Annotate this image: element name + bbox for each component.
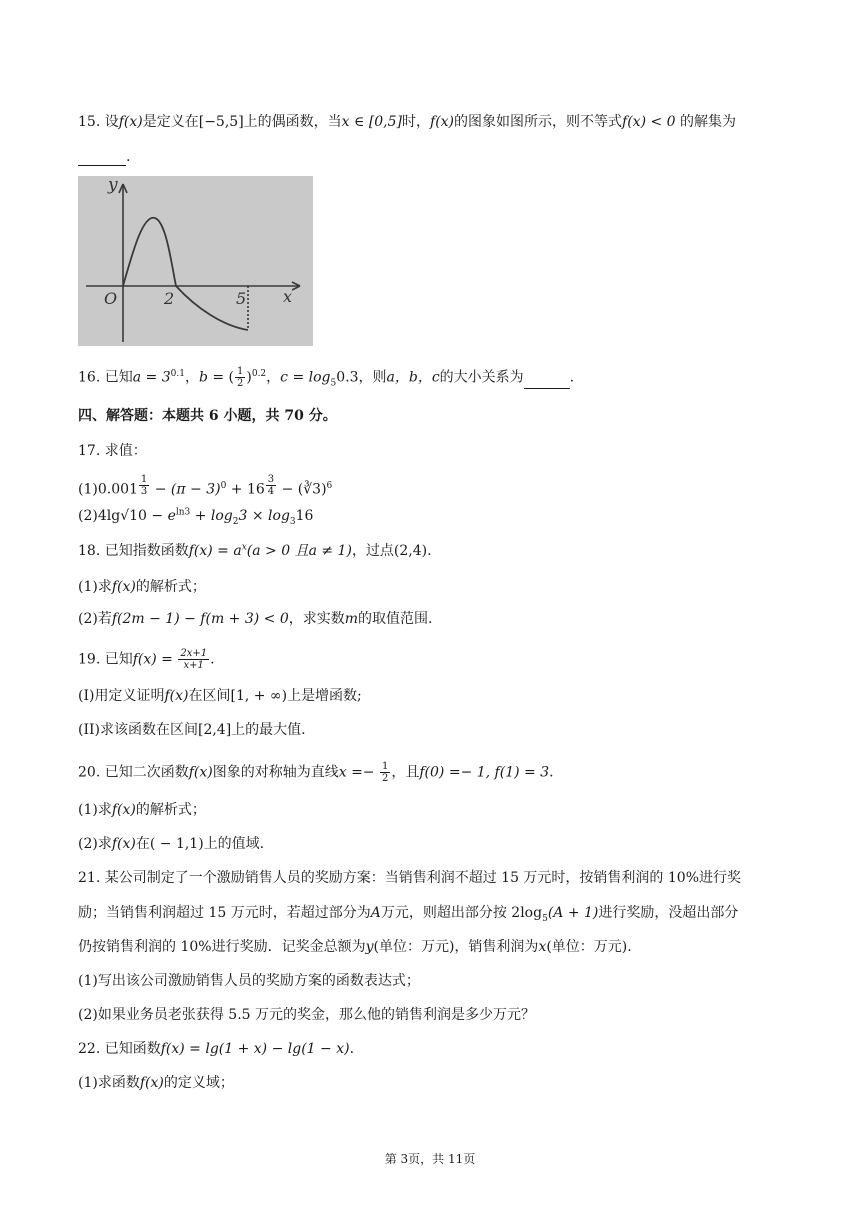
- q21-line3: 仍按销售利润的 10%进行奖励．记奖金总额为y(单位：万元)，销售利润为x(单位：万元).: [78, 939, 632, 955]
- q19-title: 19. 已知f(x) = $\frac{2x+1}{x+1}$ .: [78, 648, 215, 671]
- q21-part2: (2)如果业务员老张获得 5.5 万元的奖金，那么他的销售利润是多少万元？: [78, 1007, 535, 1023]
- q20-part1: (1)求f(x)的解析式；: [78, 802, 206, 818]
- q19-part2: (II)求该函数在区间[2,4]上的最大值.: [78, 722, 306, 738]
- q22-part1: (1)求函数f(x)的定义域；: [78, 1075, 234, 1091]
- q21-part1: (1)写出该公司激励销售人员的奖励方案的函数表达式；: [78, 973, 420, 989]
- q21-line1: 21. 某公司制定了一个激励销售人员的奖励方案：当销售利润不超过 15 万元时，按销售利润的 10%进行奖: [78, 870, 741, 886]
- y-axis-label: y: [108, 176, 118, 195]
- q20-part2: (2)求f(x)在( − 1,1)上的值域.: [78, 836, 265, 852]
- q17-part2: $(2)4\lg√10 - e^{ln3} + \log_23 \times \log_316$: [78, 507, 314, 527]
- q22-title: 22. 已知函数f(x) = lg(1 + x) − lg(1 − x).: [78, 1041, 355, 1057]
- function-graph-figure: [78, 176, 313, 346]
- q16-line: 16. 已知$a = 3^{0.1}$，b = ( $\frac{1}{2}$ )$^{0.2}$，$c = \log_50.3$，则a，b，c的大小关系为 .: [78, 366, 575, 389]
- q18-part1: (1)求f(x)的解析式；: [78, 579, 206, 595]
- x-axis-label: x: [283, 287, 293, 306]
- answer-blank: [78, 151, 126, 166]
- q19-part1: (I)用定义证明f(x)在区间[1, + ∞)上是增函数;: [78, 688, 362, 704]
- page-footer: 第 3页，共 11页: [384, 1152, 476, 1166]
- q21-line2: 励；当销售利润超过 15 万元时，若超过部分为A万元，则超出部分按 $2\log_5(A + 1)$进行奖励，没超出部分: [78, 905, 739, 924]
- tick-label-2: 2: [164, 289, 175, 308]
- q17-title: 17. 求值：: [78, 443, 147, 459]
- q17-part1: (1)0.001 $^{\frac{1}{3}}$ − $(\pi - 3)^0 + 16$ $^{\frac{3}{4}}$ − (∛3)$^6$: [78, 474, 333, 498]
- q15-line1: 15. 设f(x)是定义在[−5,5]上的偶函数，当x ∈ [0,5]时，f(x)的图象如图所示，则不等式f(x) < 0 的解集为: [78, 114, 737, 130]
- q18-part2: (2)若f(2m − 1) − f(m + 3) < 0，求实数m的取值范围.: [78, 611, 433, 627]
- q20-title: 20. 已知二次函数f(x)图象的对称轴为直线x =− $\frac{1}{2}$ ，且f(0) =− 1, f(1) = 3.: [78, 761, 554, 784]
- q18-title: 18. 已知指数函数$f(x) = a^x(a > 0$ 且a ≠ 1)，过点(2,4).: [78, 542, 432, 559]
- q15-line2: .: [78, 148, 130, 166]
- tick-label-5: 5: [236, 289, 247, 308]
- origin-label: O: [104, 289, 118, 308]
- section-heading: 四、解答题：本题共 6 小题，共 70 分。: [78, 408, 337, 424]
- graph-background: [78, 176, 313, 346]
